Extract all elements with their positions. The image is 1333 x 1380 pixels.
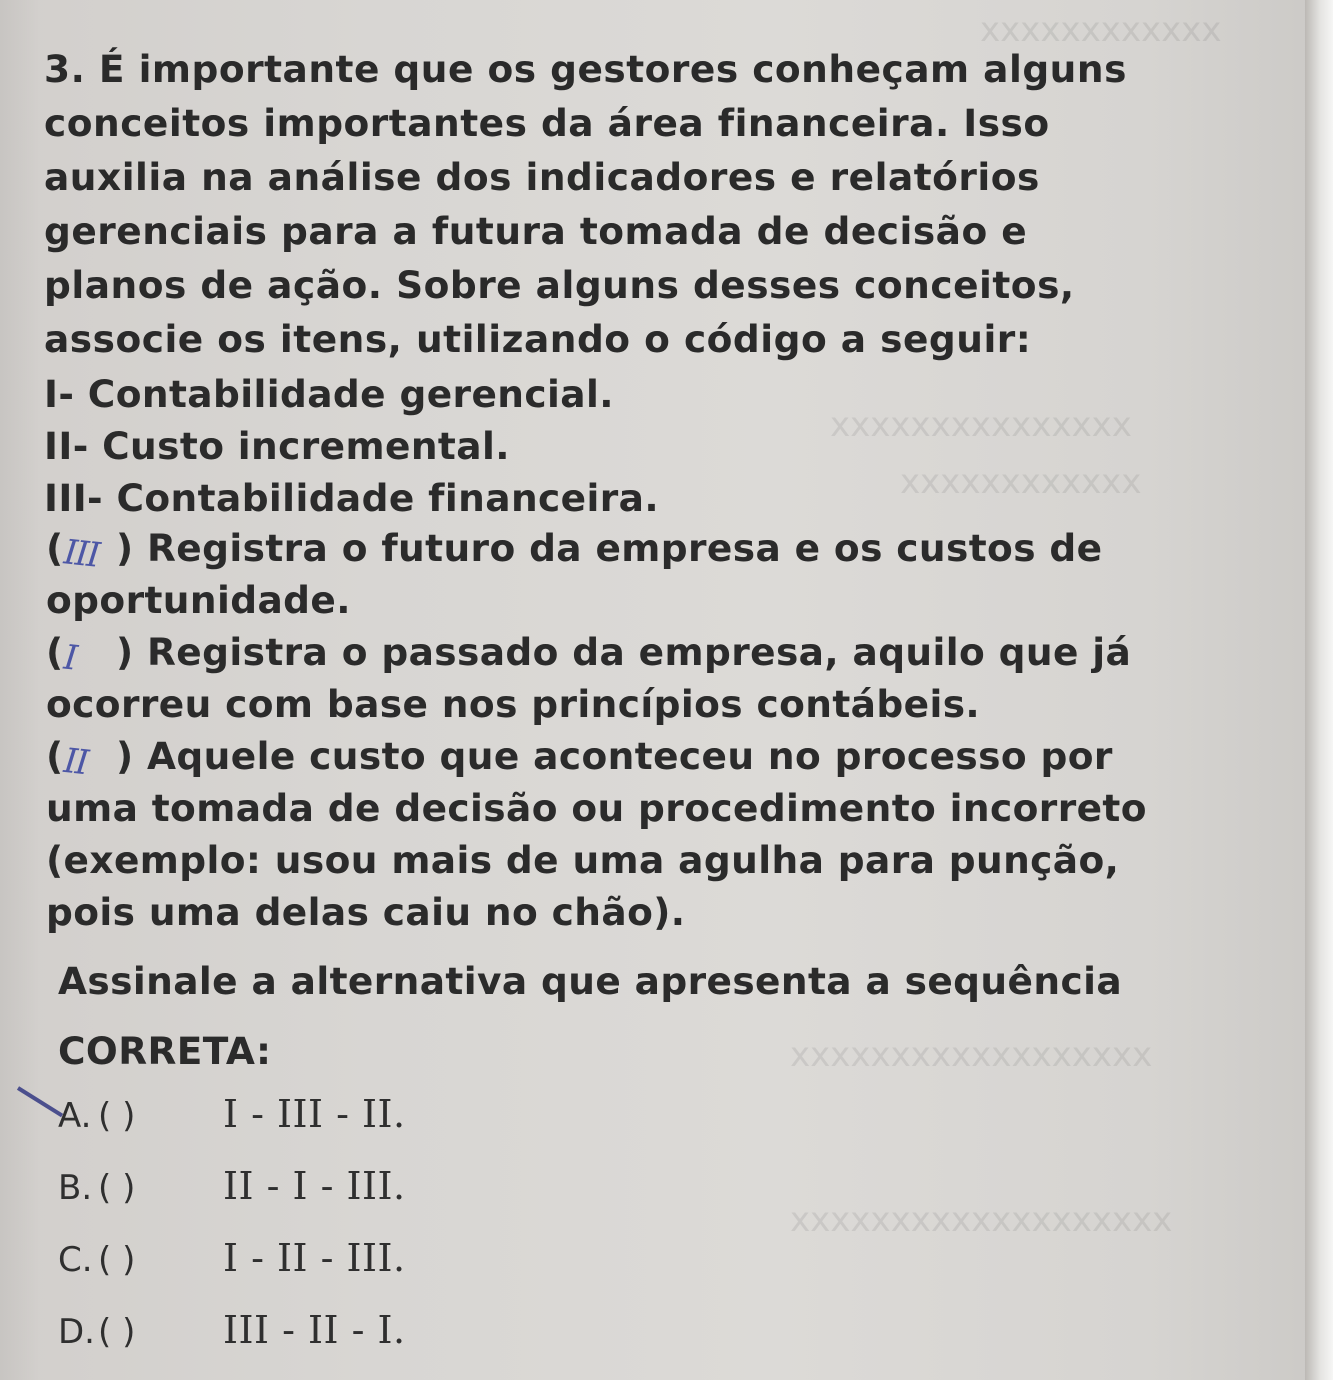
option-sequence: I - III - II. (223, 1092, 406, 1136)
association-line (46, 730, 1246, 782)
option-c[interactable] (58, 1236, 858, 1308)
question-line: associe os itens, utilizando o código a seguir: (44, 317, 1032, 361)
association-line (46, 522, 1246, 574)
option-d[interactable] (58, 1308, 858, 1380)
option-letter: C. (58, 1240, 93, 1280)
handwritten-answer: III (62, 532, 101, 576)
option-a[interactable] (58, 1092, 858, 1164)
association-text: ) Registra o futuro da empresa e os custos de (116, 526, 1103, 570)
instructions (58, 946, 1258, 1086)
answer-slot[interactable]: ( I (46, 626, 116, 678)
association-line: oportunidade. (46, 578, 351, 622)
question-line: 3. É importante que os gestores conheçam alguns (44, 47, 1127, 91)
option-letter: B. (58, 1168, 93, 1208)
association-line: uma tomada de decisão ou procedimento incorreto (46, 786, 1147, 830)
question-line: conceitos importantes da área financeira. Isso (44, 101, 1050, 145)
concept-item: III- Contabilidade financeira. (44, 476, 660, 520)
option-letter: D. (58, 1312, 95, 1352)
page-edge (1305, 0, 1333, 1380)
concept-list (44, 368, 1244, 524)
bleed-through-text: xxxxxxxxxxxx (980, 10, 1222, 50)
association-text: ) Aquele custo que aconteceu no processo por (116, 734, 1113, 778)
option-letter: A. (58, 1096, 92, 1136)
association-line: ocorreu com base nos princípios contábeis. (46, 682, 981, 726)
association-item (46, 522, 1246, 626)
bleed-through-text: xxxxxxxxxxxxxxxxxx (790, 1035, 1153, 1075)
handwritten-answer: II (61, 740, 89, 784)
question-line: planos de ação. Sobre alguns desses conceitos, (44, 263, 1075, 307)
option-checkbox[interactable]: ( ) (98, 1312, 136, 1352)
association-item (46, 626, 1246, 730)
association-line: (exemplo: usou mais de uma agulha para punção, (46, 838, 1120, 882)
question-line: gerenciais para a futura tomada de decisão e (44, 209, 1028, 253)
answer-slot[interactable]: ( II (46, 730, 116, 782)
association-text: ) Registra o passado da empresa, aquilo que já (116, 630, 1132, 674)
concept-item: I- Contabilidade gerencial. (44, 372, 614, 416)
answer-options (58, 1092, 858, 1380)
association-line (46, 626, 1246, 678)
option-checkbox[interactable]: ( ) (98, 1240, 136, 1280)
question-text (44, 42, 1234, 366)
bleed-through-text: xxxxxxxxxxxxxxxxxxx (790, 1200, 1173, 1240)
option-checkbox[interactable]: ( ) (98, 1168, 136, 1208)
bleed-through-text: xxxxxxxxxxxxxxx (830, 405, 1132, 445)
association-line: pois uma delas caiu no chão). (46, 890, 686, 934)
option-sequence: I - II - III. (223, 1236, 406, 1280)
instructions-line: CORRETA: (58, 1029, 272, 1073)
option-checkbox[interactable]: ( ) (98, 1096, 136, 1136)
option-sequence: II - I - III. (223, 1164, 406, 1208)
bleed-through-text: xxxxxxxxxxxx (900, 462, 1142, 502)
page-shadow (0, 0, 40, 1380)
handwritten-answer: I (61, 637, 78, 679)
option-b[interactable] (58, 1164, 858, 1236)
concept-item: II- Custo incremental. (44, 424, 510, 468)
association-item (46, 730, 1246, 938)
association-list (46, 522, 1246, 938)
question-line: auxilia na análise dos indicadores e relatórios (44, 155, 1040, 199)
instructions-line: Assinale a alternativa que apresenta a sequência (58, 959, 1123, 1003)
option-sequence: III - II - I. (223, 1308, 406, 1352)
answer-slot[interactable]: ( III (46, 522, 116, 574)
